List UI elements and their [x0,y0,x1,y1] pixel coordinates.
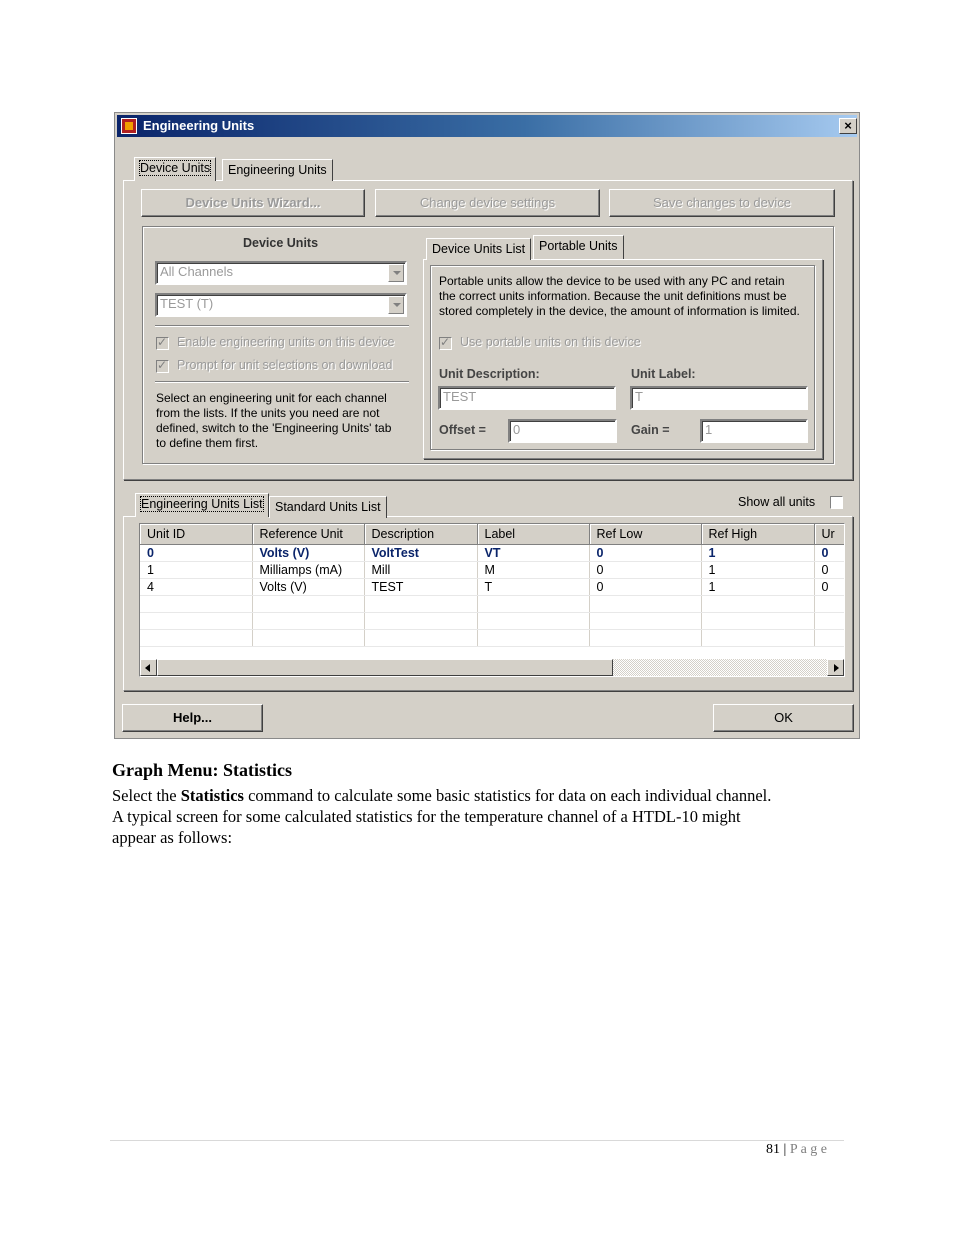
device-units-heading: Device Units [243,236,319,250]
page-footer [766,1142,827,1158]
table-row-empty [140,630,845,647]
prompt-units-label: Prompt for unit selections on download [177,358,393,372]
page-word: P a g e [789,1142,828,1157]
change-device-settings-button[interactable]: Change device settings [375,189,600,217]
column-header-ref-high[interactable]: Ref High [701,524,814,545]
table-cell: TEST [364,579,477,596]
device-units-wizard-button[interactable]: Device Units Wizard... [141,189,365,217]
table-cell: 4 [140,579,252,596]
table-cell: Volts (V) [252,579,364,596]
section-heading: Graph Menu: Statistics [112,760,292,780]
paragraph-text: Select the [112,786,181,805]
table-cell: 1 [701,579,814,596]
column-header-label[interactable]: Label [477,524,589,545]
table-cell: 0 [140,545,252,562]
tab-device-units[interactable]: Device Units [134,157,216,181]
chevron-down-icon[interactable] [388,264,404,282]
horizontal-scrollbar[interactable] [140,659,844,676]
table-cell: 0 [589,579,701,596]
table-cell: VoltTest [364,545,477,562]
table-cell: VT [477,545,589,562]
ok-button[interactable]: OK [713,704,854,732]
column-header-description[interactable]: Description [364,524,477,545]
help-text-line: to define them first. [156,436,259,450]
table-cell: Volts (V) [252,545,364,562]
engineering-units-dialog [114,112,860,739]
unit-label-input[interactable]: T [630,386,808,410]
enable-units-checkbox[interactable] [156,337,169,350]
help-text-line: from the lists. If the units you need are not [156,406,380,420]
use-portable-checkbox[interactable] [439,337,452,350]
show-all-units-checkbox[interactable] [830,496,843,509]
tab-device-units-list[interactable]: Device Units List [426,238,531,260]
table-cell: 0 [814,579,845,596]
tab-engineering-units-list[interactable]: Engineering Units List [135,493,269,517]
tab-portable-units[interactable]: Portable Units [533,235,624,259]
window-title: Engineering Units [143,118,255,133]
title-bar[interactable] [117,115,857,137]
table-row[interactable] [140,579,845,596]
table-row-empty [140,596,845,613]
help-text-line: defined, switch to the 'Engineering Units' tab [156,421,392,435]
offset-input[interactable]: 0 [508,419,617,443]
footer-rule [110,1140,844,1141]
units-table[interactable] [139,523,845,677]
unit-combo[interactable]: TEST (T) [155,293,407,317]
paragraph-text: command to calculate some basic statistics for data on each individual channel. [243,786,772,805]
enable-units-label: Enable engineering units on this device [177,335,395,349]
table-header-row [140,524,845,545]
unit-label-label: Unit Label: [631,367,696,381]
tab-engineering-units[interactable]: Engineering Units [222,159,333,181]
table-cell: Milliamps (mA) [252,562,364,579]
table-cell: 1 [140,562,252,579]
column-header-reference-unit[interactable]: Reference Unit [252,524,364,545]
portable-info-line: the correct units information. Because the unit definitions must be [439,289,787,303]
portable-info-line: Portable units allow the device to be used with any PC and retain [439,274,785,288]
column-header-units[interactable]: Ur [814,524,845,545]
portable-info-line: stored completely in the device, the amount of information is limited. [439,304,800,318]
save-changes-button[interactable]: Save changes to device [609,189,835,217]
help-button[interactable]: Help... [122,704,263,732]
table-cell: 0 [814,545,845,562]
table-cell: 1 [701,545,814,562]
unit-description-label: Unit Description: [439,367,540,381]
table-cell: 1 [701,562,814,579]
close-button[interactable]: × [839,118,857,134]
use-portable-label: Use portable units on this device [460,335,641,349]
app-icon [121,118,137,134]
table-cell: Mill [364,562,477,579]
divider [155,325,409,327]
gain-input[interactable]: 1 [700,419,808,443]
column-header-unit-id[interactable]: Unit ID [140,524,252,545]
table-row-empty [140,613,845,630]
column-header-ref-low[interactable]: Ref Low [589,524,701,545]
scroll-right-button[interactable] [827,659,844,676]
channel-combo[interactable]: All Channels [155,261,407,285]
help-text-line: Select an engineering unit for each channel [156,391,387,405]
statistics-keyword: Statistics [180,786,244,805]
table-row[interactable] [140,545,845,562]
unit-description-input[interactable]: TEST [438,386,616,410]
page-separator: | [780,1142,790,1157]
show-all-units-label: Show all units [738,495,816,509]
scroll-left-button[interactable] [140,659,157,676]
table-row[interactable] [140,562,845,579]
tab-standard-units-list[interactable]: Standard Units List [269,496,387,518]
table-cell: T [477,579,589,596]
paragraph-line: appear as follows: [112,828,233,847]
paragraph-line: A typical screen for some calculated statistics for the temperature channel of a HTDL-10 might [112,807,741,826]
divider [155,381,409,383]
gain-label: Gain = [631,423,670,437]
table-cell: 0 [814,562,845,579]
table-cell: M [477,562,589,579]
chevron-down-icon[interactable] [388,296,404,314]
scrollbar-thumb[interactable] [157,659,613,676]
table-cell: 0 [589,562,701,579]
page-number: 81 [766,1142,780,1157]
offset-label: Offset = [439,423,486,437]
prompt-units-checkbox[interactable] [156,360,169,373]
paragraph-line [112,786,771,806]
table-cell: 0 [589,545,701,562]
